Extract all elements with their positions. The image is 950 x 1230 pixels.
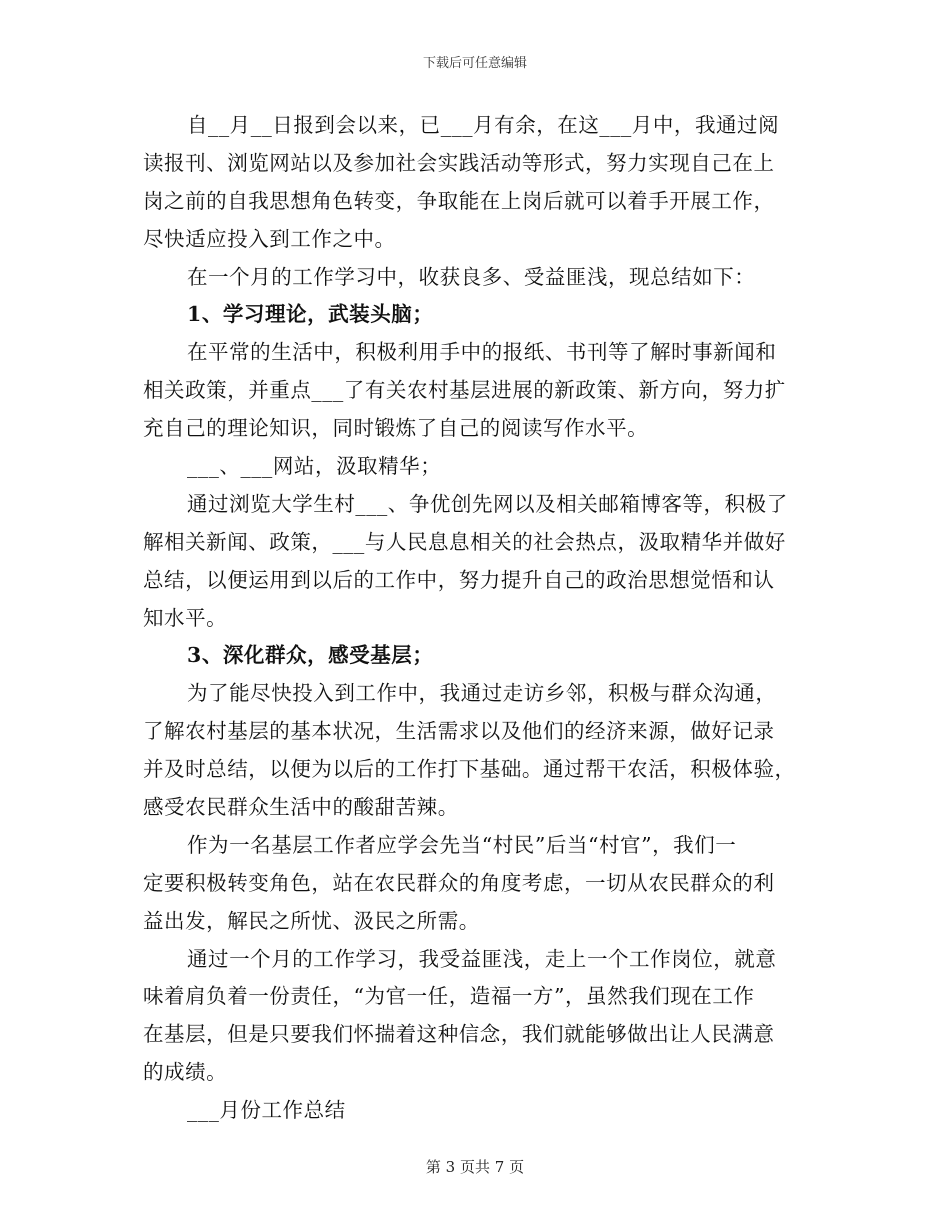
document-body: [143, 107, 808, 1130]
text-line: 定要积极转变角色，站在农民群众的角度考虑，一切从农民群众的利: [143, 870, 775, 895]
text-line: 了解农村基层的基本状况，生活需求以及他们的经济来源，做好记录: [143, 719, 775, 744]
page-header: 下载后可任意编辑: [422, 56, 527, 71]
text-line: 总结，以便运用到以后的工作中，努力提升自己的政治思想觉悟和认: [143, 567, 775, 592]
text-line: 益出发，解民之所忧、汲民之所需。: [143, 908, 480, 933]
text-line: ___、___网站，汲取精华；: [187, 454, 442, 479]
text-line: 岗之前的自我思想角色转变，争取能在上岗后就可以着手开展工作，: [143, 188, 775, 213]
text-line: 尽快适应投入到工作之中。: [143, 226, 396, 251]
text-line: 感受农民群众生活中的酸甜苦辣。: [143, 795, 459, 820]
text-line: 的成绩。: [143, 1060, 228, 1085]
text-line: 相关政策，并重点___了有关农村基层进展的新政策、新方向，努力扩: [143, 378, 786, 403]
text-line: 解相关新闻、政策，___与人民息息相关的社会热点，汲取精华并做好: [143, 529, 786, 554]
text-line: ___月份工作总结: [187, 1098, 346, 1123]
page-footer: 第 3 页共 7 页: [425, 1158, 525, 1176]
text-line: 通过一个月的工作学习，我受益匪浅，走上一个工作岗位，就意: [187, 946, 777, 971]
text-line: 作为一名基层工作者应学会先当“村民”后当“村官”，我们一: [187, 832, 737, 857]
text-line: 为了能尽快投入到工作中，我通过走访乡邻，积极与群众沟通，: [187, 681, 777, 706]
section-heading: 3、深化群众，感受基层；: [187, 643, 434, 668]
text-line: 在基层，但是只要我们怀揣着这种信念，我们就能够做出让人民满意: [143, 1022, 775, 1047]
text-line: 自__月__日报到会以来，已___月有余，在这___月中，我通过阅: [187, 113, 780, 137]
text-line: 在一个月的工作学习中，收获良多、受益匪浅，现总结如下：: [187, 264, 756, 289]
text-line: 并及时总结，以便为以后的工作打下基础。通过帮干农活，积极体验，: [143, 757, 796, 782]
section-heading: 1、学习理论，武装头脑；: [187, 302, 434, 327]
text-line: 充自己的理论知识，同时锻炼了自己的阅读写作水平。: [143, 416, 649, 441]
text-line: 知水平。: [143, 605, 228, 630]
text-line: 在平常的生活中，积极利用手中的报纸、书刊等了解时事新闻和: [187, 340, 777, 365]
text-line: 读报刊、浏览网站以及参加社会实践活动等形式，努力实现自己在上: [143, 150, 775, 175]
text-line: 通过浏览大学生村___、争优创先网以及相关邮箱博客等，积极了: [187, 491, 788, 516]
text-line: 味着肩负着一份责任，“为官一任，造福一方”，虽然我们现在工作: [143, 984, 755, 1009]
